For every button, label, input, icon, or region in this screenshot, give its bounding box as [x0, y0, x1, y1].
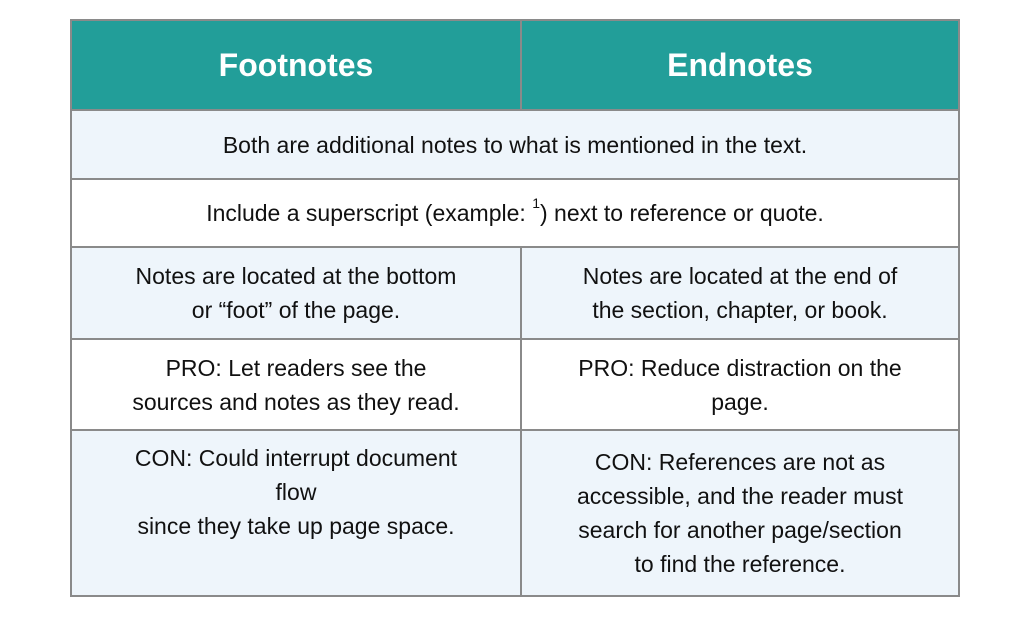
footnotes-location-cell [71, 247, 521, 339]
superscript-example: 1 [532, 195, 540, 212]
cell-line: Notes are located at the end of [582, 263, 898, 289]
cell-line: CON: Could interrupt document [134, 445, 458, 471]
superscript-cell [71, 179, 959, 247]
endnotes-pro-cell [521, 339, 959, 430]
header-row [71, 20, 959, 110]
table-row [71, 247, 959, 339]
cell-line: the section, chapter, or book. [592, 297, 888, 323]
shared-definition-cell: Both are additional notes to what is mentioned in the text. [71, 110, 959, 179]
superscript-text-before: Include a superscript (example: [206, 200, 533, 226]
comparison-table [70, 19, 960, 597]
cell-line: or “foot” of the page. [191, 297, 401, 323]
endnotes-location-cell [521, 247, 959, 339]
footnotes-header: Footnotes [71, 20, 521, 110]
cell-line: accessible, and the reader must [576, 483, 903, 509]
cell-line: page. [711, 388, 769, 415]
cell-line: CON: References are not as [594, 449, 886, 475]
cell-line: to find the reference. [634, 551, 846, 577]
footnotes-pro-cell [71, 339, 521, 430]
cell-line: Notes are located at the bottom [135, 263, 457, 289]
table-row [71, 179, 959, 247]
endnotes-con-cell [521, 430, 959, 596]
endnotes-header: Endnotes [521, 20, 959, 110]
cell-line: PRO: Let readers see the [165, 354, 427, 381]
cell-line: PRO: Reduce distraction on the [578, 354, 902, 381]
table-row [71, 110, 959, 179]
table-row [71, 430, 959, 596]
table-row [71, 339, 959, 430]
cell-line: flow [275, 479, 317, 505]
cell-line: sources and notes as they read. [132, 388, 460, 415]
cell-line: search for another page/section [578, 517, 902, 543]
cell-line: since they take up page space. [137, 513, 455, 539]
footnotes-con-cell [71, 430, 521, 596]
superscript-text-after: ) next to reference or quote. [539, 200, 824, 226]
